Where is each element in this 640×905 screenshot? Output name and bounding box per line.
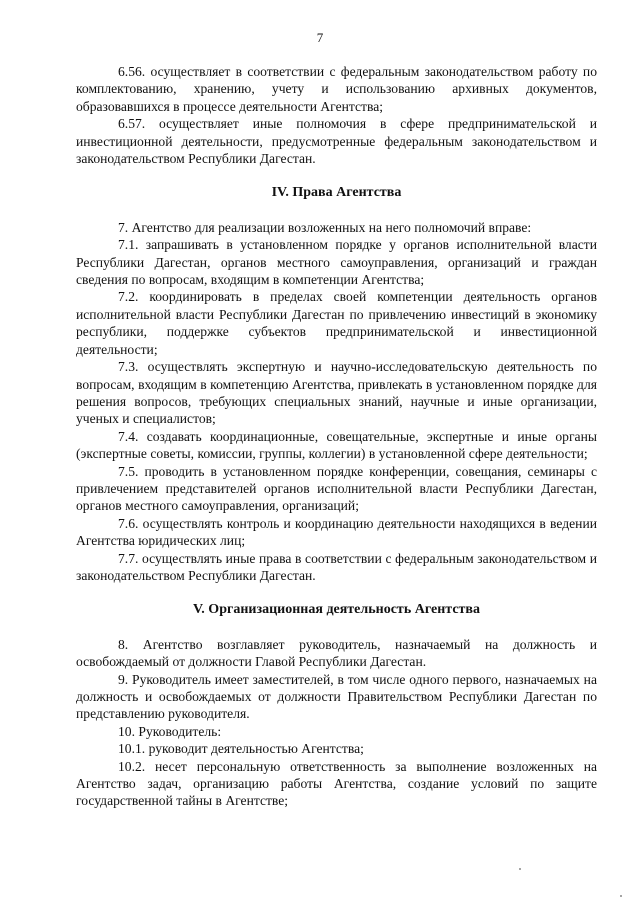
- paragraph-10-1: 10.1. руководит деятельностью Агентства;: [118, 741, 364, 757]
- document-body: [76, 63, 597, 810]
- paragraph-6-56: 6.56. осуществляет в соответствии с федеральным законодательством работу по комплектованию, хранению, учету и использованию архивных документов, образовавшихся в процессе деятельности Агентства;: [76, 64, 597, 114]
- paragraph-7-5: 7.5. проводить в установленном порядке конференции, совещания, семинары с привлечением представителей органов исполнительной власти Республики Дагестан, органов местного самоуправления, организаций;: [76, 463, 597, 514]
- paragraph-10-2: 10.2. несет персональную ответственность за выполнение возложенных на Агентство задач, организацию работы Агентства, создание условий по защите государственной тайны в Агентстве;: [76, 758, 597, 809]
- paragraph-8: 8. Агентство возглавляет руководитель, назначаемый на должность и освобождаемый от должности Главой Республики Дагестан.: [76, 636, 597, 670]
- scan-speck: [620, 895, 622, 897]
- paragraph-7: 7. Агентство для реализации возложенных на него полномочий вправе:: [118, 219, 532, 235]
- paragraph-9: 9. Руководитель имеет заместителей, в том числе одного первого, назначаемых на должность и освобождаемых от должности Правительством Республики Дагестан по представлению руководителя.: [76, 671, 597, 722]
- page-number: 7: [316, 30, 324, 45]
- section-iv-heading: IV. Права Агентства: [271, 185, 402, 201]
- section-v-heading: V. Организационная деятельность Агентства: [193, 602, 480, 618]
- paragraph-7-3: 7.3. осуществлять экспертную и научно-исследовательскую деятельность по вопросам, входящим в компетенцию Агентства, привлекать в установленном порядке для решения вопросов, требующих специальных знаний, научные и иные организации, ученых и специалистов;: [76, 359, 597, 427]
- paragraph-7-2: 7.2. координировать в пределах своей компетенции деятельность органов исполнительной власти Республики Дагестан по привлечению инвестиций в экономику республики, поддержке субъектов предпринимательской и инвестиционной деятельности;: [76, 289, 597, 357]
- paragraph-7-7: 7.7. осуществлять иные права в соответствии с федеральным законодательством и законодательством Республики Дагестан.: [76, 550, 597, 583]
- paragraph-6-57: 6.57. осуществляет иные полномочия в сфере предпринимательской и инвестиционной деятельности, предусмотренные федеральным законодательством и законодательством Республики Дагестан.: [76, 116, 597, 167]
- paragraph-7-6: 7.6. осуществлять контроль и координацию деятельности находящихся в ведении Агентства юридических лиц;: [76, 515, 597, 549]
- paragraph-10: 10. Руководитель:: [118, 723, 222, 739]
- scan-speck: [519, 868, 521, 870]
- paragraph-7-4: 7.4. создавать координационные, совещательные, экспертные и иные органы (экспертные советы, комиссии, группы, коллегии) в установленной сфере деятельности;: [76, 428, 597, 462]
- paragraph-7-1: 7.1. запрашивать в установленном порядке у органов исполнительной власти Республики Дагестан, органов местного самоуправления, организаций и граждан сведения по вопросам, входящим в компетенции Агентства;: [76, 237, 597, 288]
